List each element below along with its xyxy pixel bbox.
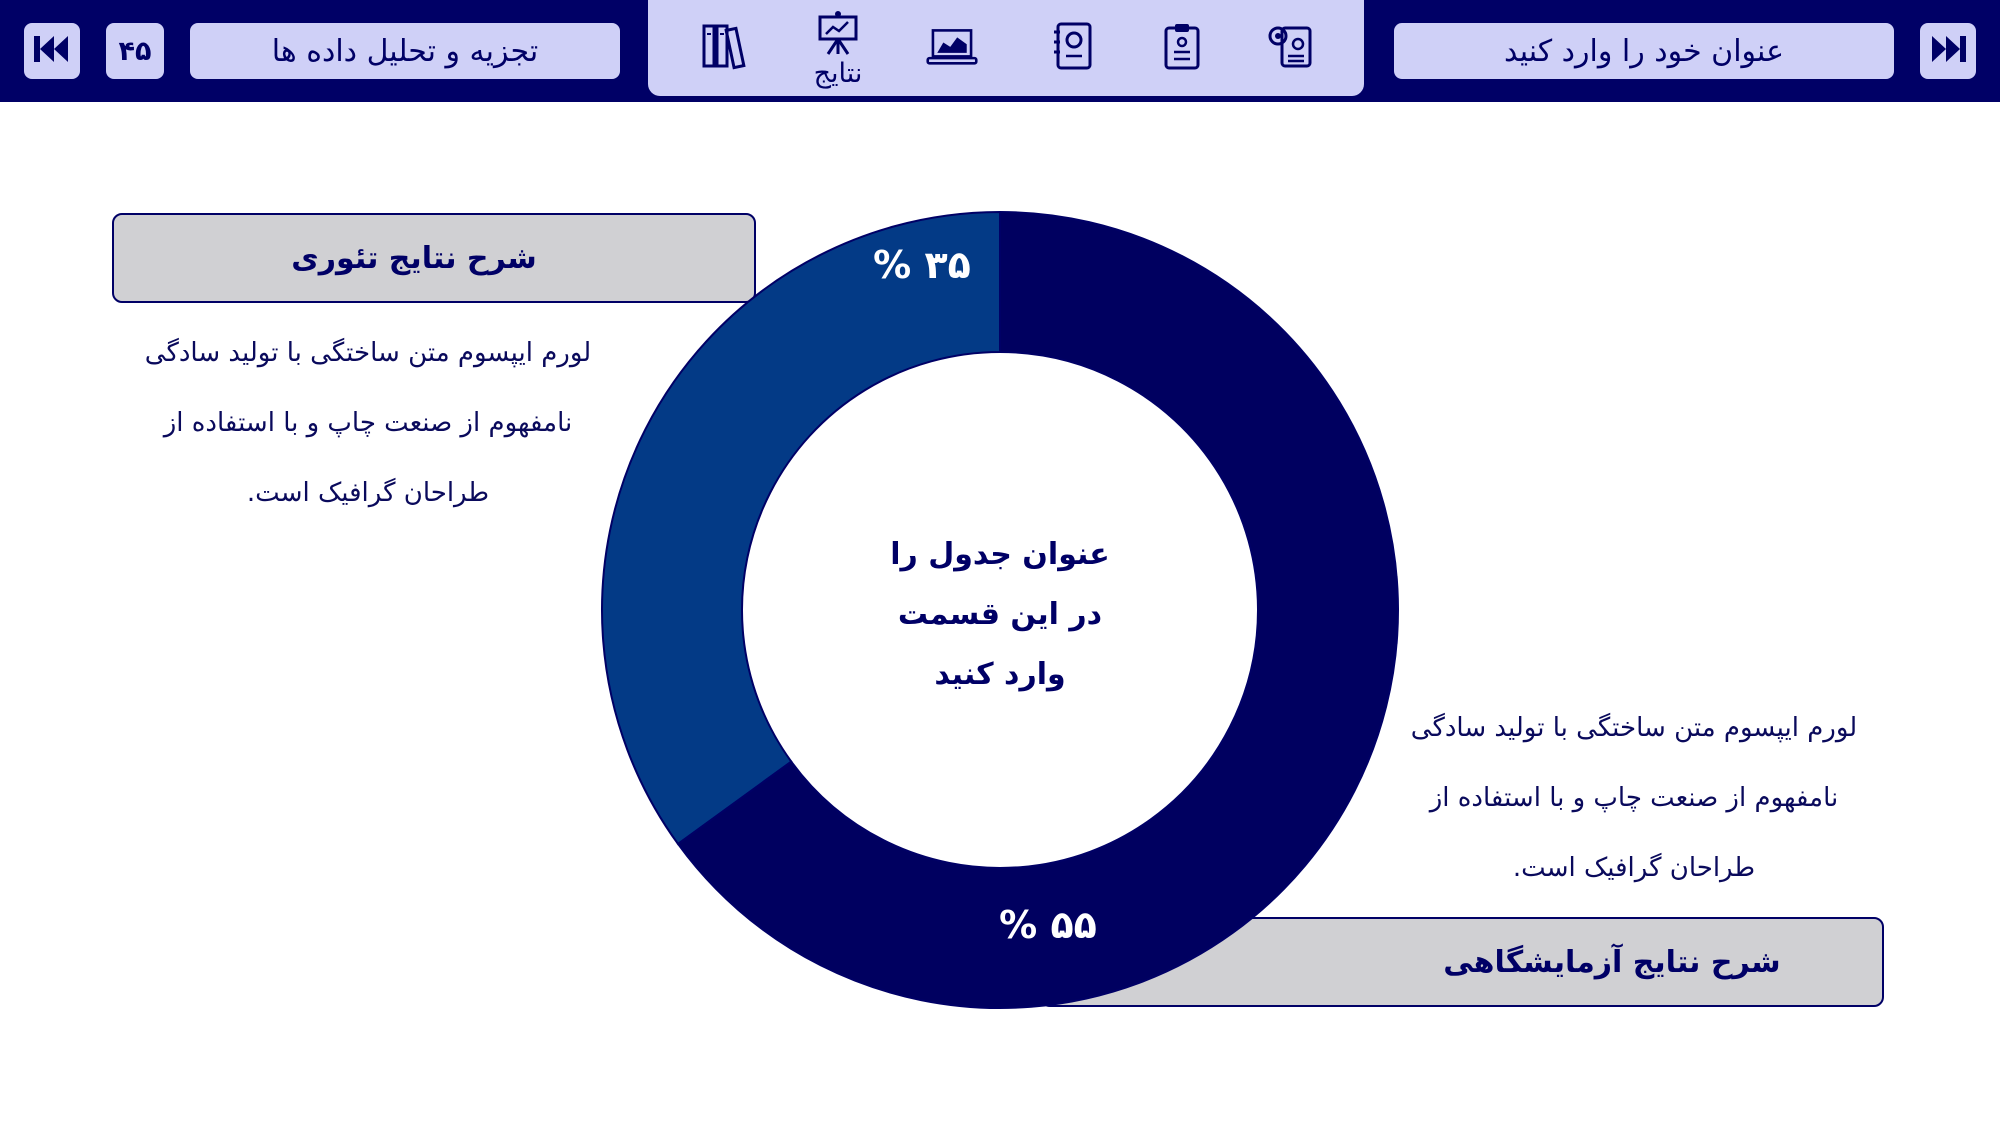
slide-title[interactable]: عنوان خود را وارد کنید [1394, 23, 1894, 79]
theory-paragraph-line-3: طراحان گرافیک است. [246, 478, 490, 508]
lab-paragraph-line-1: لورم ایپسوم متن ساختگی با تولید سادگی [1410, 713, 1858, 743]
center-title-line-3: وارد کنید [934, 657, 1066, 692]
center-title-line-2: در این قسمت [897, 597, 1103, 632]
center-title-line-1: عنوان جدول را [890, 537, 1110, 572]
results-label: نتایج [813, 58, 863, 89]
theory-paragraph-line-2: نامفهوم از صنعت چاپ و با استفاده از [163, 408, 573, 438]
section-title: تجزیه و تحلیل داده ها [190, 23, 620, 79]
lab-label: شرح نتایج آزمایشگاهی [1443, 944, 1781, 980]
lab-paragraph-line-3: طراحان گرافیک است. [1512, 853, 1756, 883]
theory-label: شرح نتایج تئوری [291, 240, 537, 276]
chart-center-title [860, 525, 1140, 705]
slice-label-1: % ۳۵ [873, 243, 971, 287]
slice-label-2: % ۵۵ [999, 903, 1097, 947]
theory-paragraph [118, 318, 618, 528]
page-number: ۴۵ [106, 23, 164, 79]
lab-paragraph-line-2: نامفهوم از صنعت چاپ و با استفاده از [1429, 783, 1839, 813]
lab-paragraph [1384, 693, 1884, 903]
theory-paragraph-line-1: لورم ایپسوم متن ساختگی با تولید سادگی [144, 338, 592, 368]
